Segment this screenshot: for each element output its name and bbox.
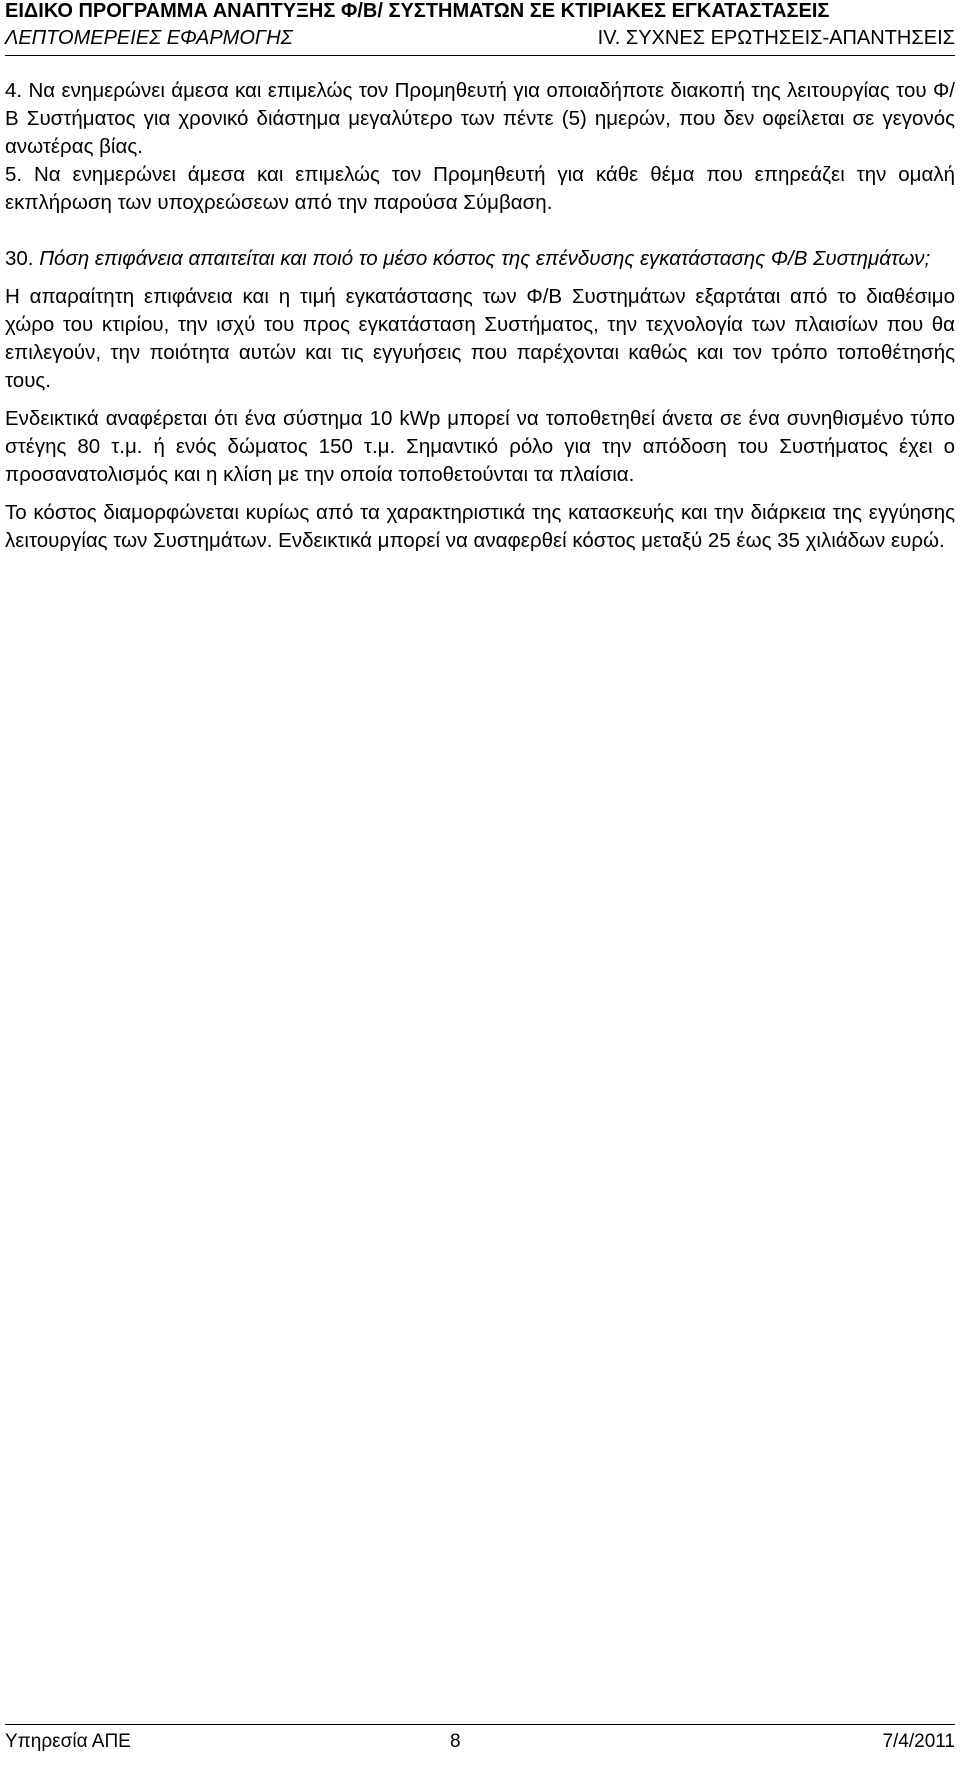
- page-body: [5, 77, 955, 555]
- spacer: [5, 489, 955, 499]
- list-item: 4. Να ενημερώνει άμεσα και επιμελώς τον Προμηθευτή για οποιαδήποτε διακοπή της λειτουργίας του Φ/Β Συστήματος για χρονικό διάστημα μεγαλύτερο των πέντε (5) ημερών, που δεν οφείλεται σε γεγονός ανωτέρας βίας.: [5, 79, 955, 158]
- spacer: [5, 217, 955, 245]
- chapter-label: IV. ΣΥΧΝΕΣ ΕΡΩΤΗΣΕΙΣ-ΑΠΑΝΤΗΣΕΙΣ: [597, 27, 955, 49]
- footer-department: Υπηρεσία ΑΠΕ: [5, 1731, 131, 1752]
- spacer: [5, 273, 955, 283]
- answer-paragraph: Το κόστος διαμορφώνεται κυρίως από τα χαρακτηριστικά της κατασκευής και την διάρκεια της εγγύησης λειτουργίας των Συστημάτων. Ενδεικτικά μπορεί να αναφερθεί κόστος μεταξύ 25 έως 35 χιλιάδων ευρώ.: [5, 501, 955, 552]
- list-item: 5. Να ενημερώνει άμεσα και επιμελώς τον Προμηθευτή για κάθε θέμα που επηρεάζει την ομαλή εκπλήρωση των υποχρεώσεων από την παρούσα Σύμβαση.: [5, 163, 955, 214]
- question-heading: [5, 245, 955, 273]
- page-header: [5, 0, 955, 56]
- page-number: 8: [450, 1731, 461, 1752]
- answer-paragraph: Η απαραίτητη επιφάνεια και η τιμή εγκατάστασης των Φ/Β Συστημάτων εξαρτάται από το διαθέσιμο χώρο του κτιρίου, την ισχύ του προς εγκατάσταση Συστήματος, την τεχνολογία των πλαισίων που θα επιλεγούν, την ποιότητα αυτών και τις εγγυήσεις που παρέχονται καθώς και τον τρόπο τοποθέτησής τους.: [5, 285, 955, 392]
- question-number: 30.: [5, 247, 34, 270]
- spacer: [5, 395, 955, 405]
- page-footer: [5, 1724, 955, 1755]
- footer-date: 7/4/2011: [882, 1731, 955, 1752]
- document-title: ΕΙΔΙΚΟ ΠΡΟΓΡΑΜΜΑ ΑΝΑΠΤΥΞΗΣ Φ/Β/ ΣΥΣΤΗΜΑΤΩΝ ΣΕ ΚΤΙΡΙΑΚΕΣ ΕΓΚΑΤΑΣΤΑΣΕΙΣ: [5, 0, 830, 22]
- answer-paragraph: Ενδεικτικά αναφέρεται ότι ένα σύστημα 10 kWp μπορεί να τοποθετηθεί άνετα σε ένα συνηθισμένο τύπο στέγης 80 τ.μ. ή ενός δώματος 150 τ.μ. Σημαντικό ρόλο για την απόδοση του Συστήματος έχει ο προσανατολισμός και η κλίση με την οποία τοποθετούνται τα πλαίσια.: [5, 407, 955, 486]
- section-label: ΛΕΠΤΟΜΕΡΕΙΕΣ ΕΦΑΡΜΟΓΗΣ: [5, 27, 293, 49]
- question-text: Πόση επιφάνεια απαιτείται και ποιό το μέσο κόστος της επένδυσης εγκατάστασης Φ/Β Συστημάτων;: [39, 247, 931, 270]
- header-subline: [5, 27, 955, 56]
